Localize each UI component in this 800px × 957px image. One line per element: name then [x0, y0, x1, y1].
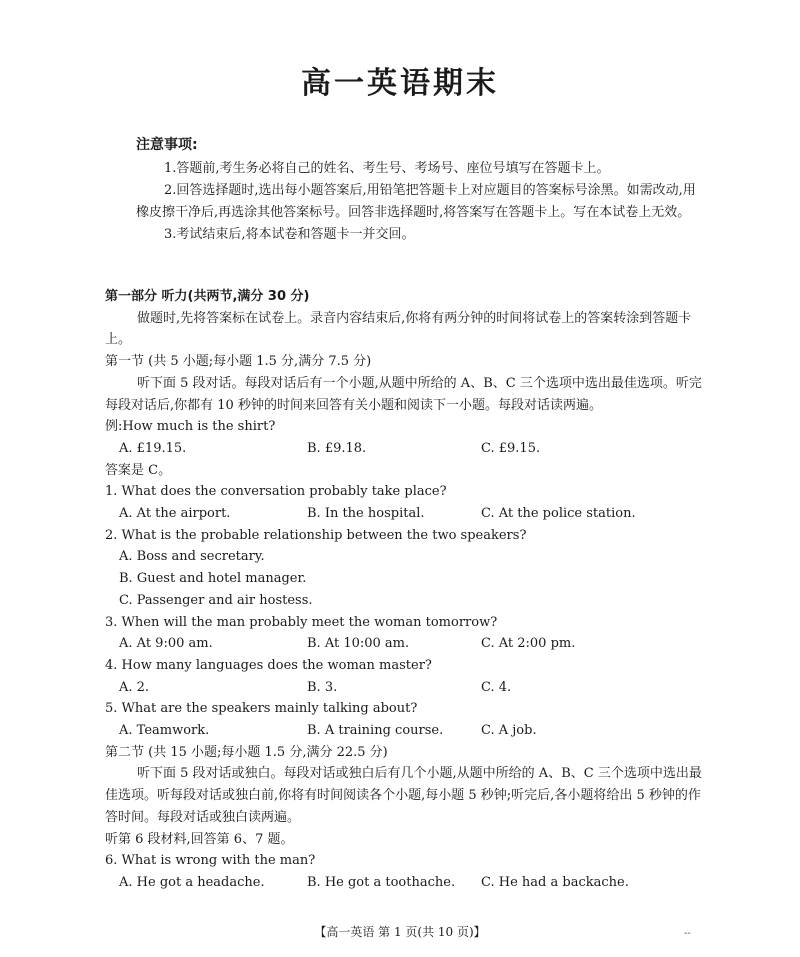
option-a: A. He got a headache.	[119, 874, 265, 890]
question-2: 2. What is the probable relationship between the two speakers?	[105, 527, 527, 543]
question-3: 3. When will the man probably meet the woman tomorrow?	[105, 614, 498, 630]
notice-item-3: 3.考试结束后,将本试卷和答题卡一并交回。	[164, 227, 415, 242]
option-a: A. At the airport.	[119, 506, 231, 522]
example-options	[105, 438, 705, 460]
section1-intro: 听下面 5 段对话。每段对话后有一个小题,从题中所给的 A、B、C 三个选项中选出最佳选项。听完每段对话后,你都有 10 秒钟的时间来回答有关小题和阅读下一小题。每段对话读两遍。	[105, 375, 702, 413]
option-a: A. Teamwork.	[119, 723, 210, 738]
material-instruction: 听第 6 段材料,回答第 6、7 题。	[105, 831, 294, 847]
option-c: C. A job.	[481, 723, 537, 738]
option-b: B. At 10:00 am.	[307, 636, 410, 652]
question-1: 1. What does the conversation probably take place?	[105, 484, 447, 500]
option-c: C. At 2:00 pm.	[481, 636, 576, 652]
notice-heading: 注意事项:	[136, 137, 198, 153]
option-a: A. At 9:00 am.	[119, 636, 213, 652]
option-b: B. A training course.	[307, 723, 444, 738]
corner-mark: --	[684, 928, 691, 939]
section2-heading: 第二节 (共 15 小题;每小题 1.5 分,满分 22.5 分)	[105, 744, 388, 760]
notice-block	[136, 134, 696, 246]
question-5-options	[105, 720, 705, 742]
example-answer: 答案是 C。	[105, 462, 172, 478]
option-c: C. He had a backache.	[481, 874, 629, 890]
option-c: C. £9.15.	[481, 440, 541, 456]
option-c: C. 4.	[481, 679, 512, 695]
page-footer: 【高一英语 第 1 页(共 10 页)】	[314, 925, 486, 939]
part1-intro: 做题时,先将答案标在试卷上。录音内容结束后,你将有两分钟的时间将试卷上的答案转涂到答题卡上。	[105, 310, 692, 348]
question-4: 4. How many languages does the woman master?	[105, 657, 432, 673]
option-b: B. 3.	[307, 679, 338, 695]
question-5: 5. What are the speakers mainly talking about?	[105, 701, 418, 717]
option-c: C. Passenger and air hostess.	[119, 592, 313, 608]
question-3-options	[105, 633, 705, 655]
option-b: B. In the hospital.	[307, 506, 425, 522]
question-6-options	[105, 872, 705, 894]
option-c: C. At the police station.	[481, 506, 636, 522]
notice-item-2: 2.回答选择题时,选出每小题答案后,用铅笔把答题卡上对应题目的答案标号涂黑。如需改动,用橡皮擦干净后,再选涂其他答案标号。回答非选择题时,将答案写在答题卡上。写在本试卷上无效。	[136, 183, 696, 220]
question-1-options	[105, 503, 705, 525]
listening-part	[105, 286, 705, 894]
option-b: B. £9.18.	[307, 440, 367, 456]
option-b: B. He got a toothache.	[307, 874, 456, 890]
option-a: A. 2.	[119, 679, 150, 695]
page-title: 高一英语期末	[301, 66, 499, 101]
question-6: 6. What is wrong with the man?	[105, 853, 316, 869]
notice-item-1: 1.答题前,考生务必将自己的姓名、考生号、考场号、座位号填写在答题卡上。	[164, 161, 610, 176]
option-a: A. Boss and secretary.	[119, 549, 265, 565]
option-b: B. Guest and hotel manager.	[119, 571, 307, 587]
example-question: 例:How much is the shirt?	[105, 419, 276, 435]
part1-heading: 第一部分 听力(共两节,满分 30 分)	[105, 289, 310, 304]
option-a: A. £19.15.	[119, 440, 187, 456]
section2-intro: 听下面 5 段对话或独白。每段对话或独白后有几个小题,从题中所给的 A、B、C 三个选项中选出最佳选项。听每段对话或独白前,你将有时间阅读各个小题,每小题 5 秒钟;听完后,各小题将给出 5 秒钟的作答时间。每段对话或独白读两遍。	[105, 766, 702, 825]
section1-heading: 第一节 (共 5 小题;每小题 1.5 分,满分 7.5 分)	[105, 354, 372, 370]
question-4-options	[105, 677, 705, 699]
